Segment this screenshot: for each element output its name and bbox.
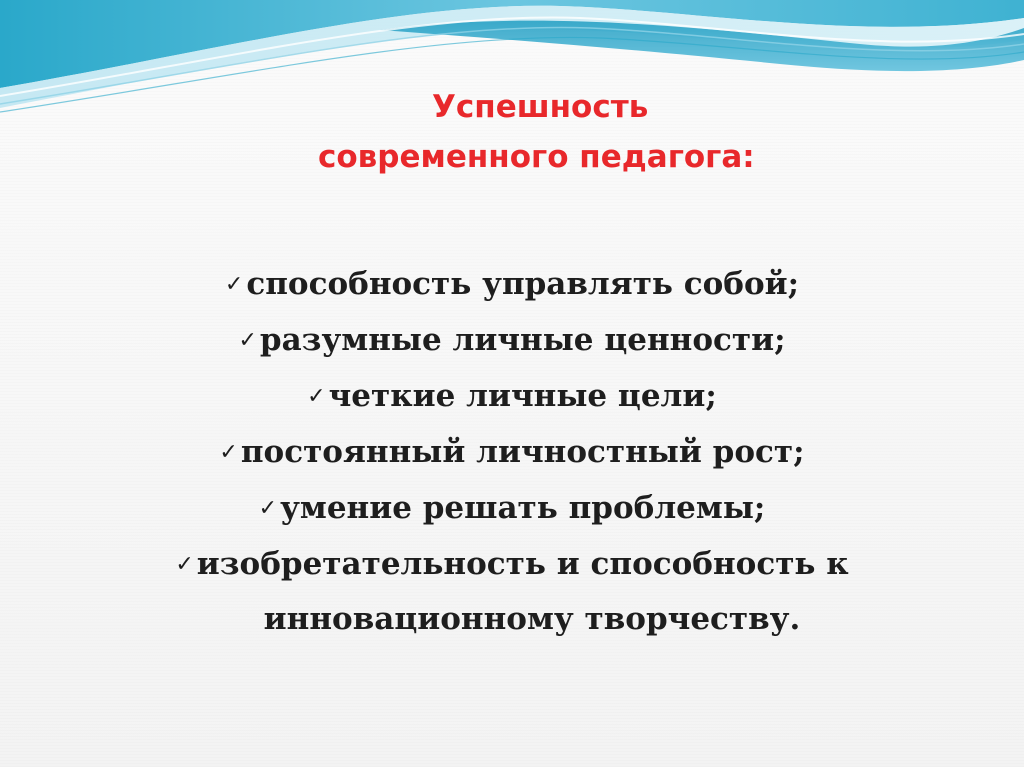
list-item-text: разумные личные ценности; xyxy=(259,322,786,358)
list-item-continuation: инновационному творчеству. xyxy=(263,601,801,637)
list-item-text: четкие личные цели; xyxy=(328,378,717,414)
list-item xyxy=(0,482,1024,538)
check-icon: ✓ xyxy=(258,496,278,521)
list-item xyxy=(0,258,1024,314)
list-item-text: умение решать проблемы; xyxy=(280,490,766,526)
slide-title xyxy=(0,82,1024,182)
list-item xyxy=(0,370,1024,426)
check-icon: ✓ xyxy=(307,384,326,409)
list-item xyxy=(0,314,1024,370)
check-icon: ✓ xyxy=(238,328,257,353)
title-line-2: современного педагога: xyxy=(318,139,755,175)
list-item xyxy=(0,426,1024,482)
bullet-list xyxy=(0,258,1024,644)
list-item-text: постоянный личностный рост; xyxy=(240,434,805,470)
check-icon: ✓ xyxy=(224,272,244,297)
check-icon: ✓ xyxy=(175,552,194,577)
check-icon: ✓ xyxy=(219,440,238,465)
list-item-text: способность управлять собой; xyxy=(246,266,800,302)
title-line-1: Успешность xyxy=(432,89,649,125)
list-item xyxy=(0,538,1024,644)
list-item-text: изобретательность и способность к xyxy=(196,546,849,582)
